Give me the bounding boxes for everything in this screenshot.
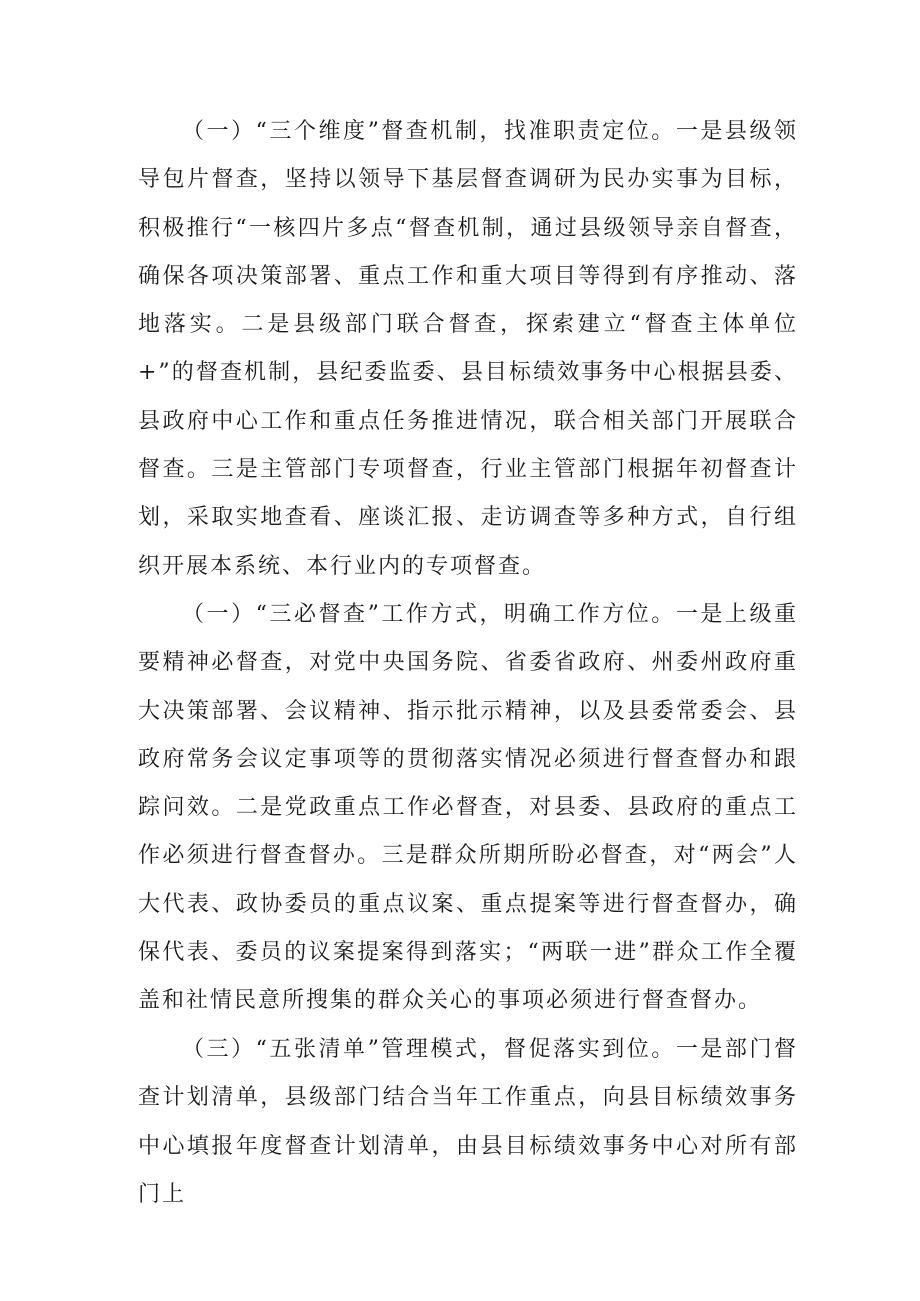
paragraph-three-must-inspect-method: （一）“三必督查”工作方式，明确工作方位。一是上级重要精神必督查，对党中央国务院、省委省政府、州委州政府重大决策部署、会议精神、指示批示精神，以及县委常委会、县政府常务会议定事项等的贯彻落实情况必须进行督查督办和跟踪问效。二是党政重点工作必督查，对县委、县政府的重点工作必须进行督查督办。三是群众所期所盼必督查，对“两会”人大代表、政协委员的重点议案、重点提案等进行督查督办，确保代表、委员的议案提案得到落实；“两联一进”群众工作全覆盖和社情民意所搜集的群众关心的事项必须进行督查督办。 bbox=[138, 602, 798, 1014]
paragraph-five-lists-management: （三）“五张清单”管理模式，督促落实到位。一是部门督查计划清单，县级部门结合当年工作重点，向县目标绩效事务中心填报年度督查计划清单，由县目标绩效事务中心对所有部门上 bbox=[138, 1037, 798, 1207]
paragraph-three-dimensions-mechanism: （一）“三个维度”督查机制，找准职责定位。一是县级领导包片督查，坚持以领导下基层督查调研为民办实事为目标，积极推行“一核四片多点“督查机制，通过县级领导亲自督查，确保各项决策部署、重点工作和重大项目等得到有序推动、落地落实。二是县级部门联合督查，探索建立“督查主体单位+”的督查机制，县纪委监委、县目标绩效事务中心根据县委、县政府中心工作和重点任务推进情况，联合相关部门开展联合督查。三是主管部门专项督查，行业主管部门根据年初督查计划，采取实地查看、座谈汇报、走访调查等多种方式，自行组织开展本系统、本行业内的专项督查。 bbox=[138, 119, 798, 579]
